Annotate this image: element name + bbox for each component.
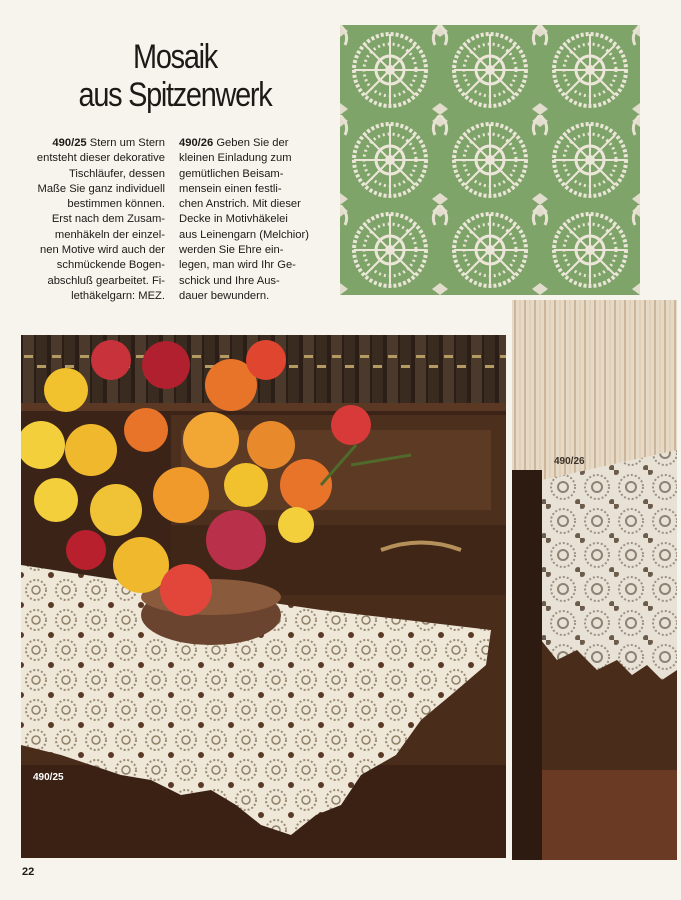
page-number: 22: [22, 866, 35, 878]
description-text: abschluß gearbeitet. Fi-: [47, 274, 165, 287]
description-text: bestimmen können.: [67, 198, 165, 211]
title-line-1: Mosaik: [133, 38, 217, 76]
tablecloth-photo: [512, 300, 677, 860]
description-text: nen Motive wird auch der: [40, 244, 165, 257]
description-text: aus Leinengarn (Melchior): [179, 228, 309, 241]
description-text: Decke in Motivhäkelei: [179, 213, 288, 226]
description-text: Tischläufer, dessen: [69, 167, 165, 180]
description-text: mensein einen festli-: [179, 182, 282, 195]
description-text: Erst nach dem Zusam-: [51, 213, 165, 226]
description-text: entsteht dieser dekorative: [36, 152, 165, 165]
description-text: chen Anstrich. Mit dieser: [179, 198, 301, 211]
description-text: menhäkeln der einzel-: [54, 228, 165, 241]
lace-closeup-photo: [340, 25, 640, 295]
page-title: [77, 38, 273, 114]
description-text: schmückende Bogen-: [56, 259, 165, 272]
description-text: Geben Sie der: [216, 137, 289, 149]
description-text: gemütlichen Beisam-: [179, 167, 284, 180]
table-runner-photo: [21, 335, 506, 858]
title-line-2: aus Spitzenwerk: [78, 76, 272, 114]
description-text: dauer bewundern.: [179, 289, 270, 302]
description-text: kleinen Einladung zum: [179, 152, 292, 165]
photo-label-490-26: 490/26: [554, 456, 585, 467]
description-text: legen, man wird Ihr Ge-: [179, 259, 296, 272]
pattern-code: 490/25: [52, 137, 87, 149]
photo-label-490-25: 490/25: [33, 772, 64, 783]
description-text: schick und Ihre Aus-: [179, 274, 280, 287]
description-490-25: [20, 136, 165, 304]
description-490-26: [179, 136, 327, 304]
description-text: Stern um Stern: [89, 137, 165, 149]
pattern-code: 490/26: [179, 137, 214, 149]
description-text: werden Sie Ehre ein-: [179, 244, 284, 257]
description-text: Maße Sie ganz individuell: [37, 182, 165, 195]
description-text: lethäkelgarn: MEZ.: [71, 289, 165, 302]
